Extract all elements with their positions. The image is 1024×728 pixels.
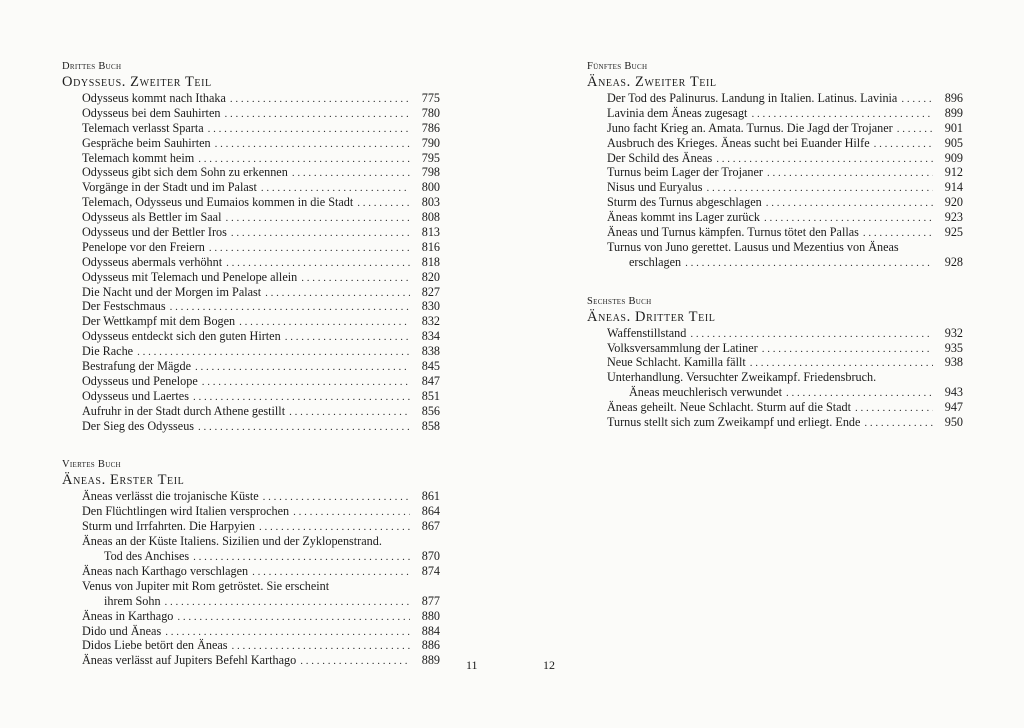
toc-entry[interactable] <box>62 106 440 121</box>
toc-entry[interactable] <box>62 180 440 195</box>
toc-entry[interactable] <box>62 419 440 434</box>
toc-entry-page: 808 <box>421 210 440 225</box>
toc-entry-page: 858 <box>421 418 440 433</box>
dot-leader <box>764 211 933 226</box>
dot-leader <box>874 137 933 152</box>
toc-entry-page: 864 <box>421 504 440 519</box>
dot-leader <box>265 286 410 301</box>
toc-entry-page: 923 <box>944 210 963 225</box>
toc-entry[interactable] <box>62 638 440 653</box>
toc-entry-title: Ausbruch des Krieges. Äneas sucht bei Euander Hilfe <box>607 135 870 150</box>
toc-entry-page: 874 <box>421 563 440 578</box>
toc-entry-page: 867 <box>421 519 440 534</box>
toc-entry[interactable] <box>587 195 963 210</box>
toc-entry-title: Der Tod des Palinurus. Landung in Italien. Latinus. Lavinia <box>607 91 898 105</box>
dot-leader <box>170 300 410 315</box>
toc-entry-title: Der Wettkampf mit dem Bogen <box>82 314 236 329</box>
toc-entry[interactable] <box>62 519 440 534</box>
toc-entry[interactable] <box>62 165 440 180</box>
toc-entry[interactable] <box>587 136 963 151</box>
dot-leader <box>231 226 410 241</box>
toc-entry[interactable] <box>62 121 440 136</box>
dot-leader <box>767 166 933 181</box>
toc-entry-title: Gespräche beim Sauhirten <box>82 135 211 150</box>
toc-entry[interactable] <box>62 151 440 166</box>
toc-entry[interactable] <box>62 374 440 389</box>
toc-entry-title: Neue Schlacht. Kamilla fällt <box>607 355 746 370</box>
toc-entry-page: 856 <box>421 403 440 418</box>
toc-entry-title: Odysseus gibt sich dem Sohn zu erkennen <box>82 165 288 180</box>
toc-entry[interactable] <box>62 91 440 106</box>
dot-leader <box>226 256 410 271</box>
book-label: Fünftes Buch <box>587 61 648 72</box>
toc-entry-title: Odysseus und Laertes <box>82 388 189 403</box>
toc-section <box>62 458 440 668</box>
toc-entry-title: Dido und Äneas <box>82 623 162 638</box>
toc-entry-title: Volksversammlung der Latiner <box>607 340 758 355</box>
toc-entry-title: Tod des Anchises <box>104 549 190 564</box>
part-title: Äneas. Erster Teil <box>62 472 185 489</box>
toc-entry-title: Nisus und Euryalus <box>607 180 703 195</box>
dot-leader <box>301 271 410 286</box>
toc-entry-title: Vorgänge in der Stadt und im Palast <box>82 180 257 195</box>
toc-entry-page: 909 <box>944 150 963 165</box>
dot-leader <box>864 416 933 431</box>
toc-entry-page: 899 <box>944 105 963 120</box>
toc-entry-title: Äneas verlässt die trojanische Küste <box>82 489 259 504</box>
dot-leader <box>751 107 933 122</box>
dot-leader <box>901 92 933 107</box>
dot-leader <box>198 152 410 167</box>
dot-leader <box>855 401 933 416</box>
toc-entry-page: 795 <box>421 150 440 165</box>
toc-entry-title: Odysseus kommt nach Ithaka <box>82 91 226 105</box>
toc-entry-page: 803 <box>421 195 440 210</box>
toc-entry[interactable] <box>62 624 440 639</box>
book-label: Sechstes Buch <box>587 295 652 307</box>
toc-entry-page: 914 <box>944 180 963 195</box>
toc-entry-title: Turnus stellt sich zum Zweikampf und erliegt. Ende <box>607 415 861 430</box>
dot-leader <box>202 375 410 390</box>
toc-entry[interactable] <box>62 225 440 240</box>
toc-entry[interactable] <box>62 240 440 255</box>
toc-entry-title: Turnus beim Lager der Trojaner <box>607 165 763 180</box>
toc-entry-page: 870 <box>421 549 440 564</box>
dot-leader <box>225 211 410 226</box>
toc-entry-title: Turnus von Juno gerettet. Lausus und Mezentius von Äneas <box>607 239 899 254</box>
toc-entry-title: Didos Liebe betört den Äneas <box>82 638 228 653</box>
toc-entry-page: 884 <box>421 623 440 638</box>
dot-leader <box>193 550 410 565</box>
dot-leader <box>259 520 410 535</box>
dot-leader <box>285 330 410 345</box>
toc-entry-page: 847 <box>421 373 440 388</box>
toc-entry[interactable] <box>62 653 440 668</box>
toc-entry-title: Unterhandlung. Versuchter Zweikampf. Friedensbruch. <box>607 370 877 385</box>
toc-entry-title: Der Schild des Äneas <box>607 150 713 165</box>
toc-entry-page: 834 <box>421 329 440 344</box>
toc-entry[interactable] <box>587 210 963 225</box>
toc-entry[interactable] <box>62 299 440 314</box>
toc-entry[interactable] <box>62 389 440 404</box>
toc-entry-title: Äneas geheilt. Neue Schlacht. Sturm auf die Stadt <box>607 400 852 415</box>
toc-entry-title: Sturm und Irrfahrten. Die Harpyien <box>82 519 255 534</box>
toc-entry-title: Odysseus und Penelope <box>82 373 198 388</box>
dot-leader <box>165 595 410 610</box>
book-label: Drittes Buch <box>62 61 122 72</box>
toc-entry-title: Odysseus entdeckt sich den guten Hirten <box>82 329 281 344</box>
toc-entry[interactable] <box>62 564 440 579</box>
toc-entry-page: 832 <box>421 314 440 329</box>
toc-entry[interactable] <box>62 329 440 344</box>
toc-entry[interactable] <box>62 594 440 609</box>
toc-entry-page: 886 <box>421 638 440 653</box>
dot-leader <box>232 639 410 654</box>
toc-entry[interactable] <box>62 255 440 270</box>
dot-leader <box>357 196 410 211</box>
toc-entry-page: 820 <box>421 269 440 284</box>
left-page <box>62 60 440 693</box>
toc-entry-page: 830 <box>421 299 440 314</box>
toc-entry[interactable] <box>62 549 440 564</box>
toc-entry-title: Waffenstillstand <box>607 325 687 340</box>
dot-leader <box>177 610 410 625</box>
dot-leader <box>289 405 410 420</box>
toc-entry-page: 905 <box>944 135 963 150</box>
dot-leader <box>193 390 410 405</box>
toc-entry[interactable] <box>587 341 963 356</box>
part-title: Odysseus. Zweiter Teil <box>62 74 212 90</box>
toc-entry-title: Telemach kommt heim <box>82 150 195 165</box>
toc-entry-title: Odysseus abermals verhöhnt <box>82 254 223 269</box>
toc-entry[interactable] <box>587 151 963 166</box>
toc-entry-title: Odysseus als Bettler im Saal <box>82 210 222 225</box>
toc-entry-page: 935 <box>944 340 963 355</box>
dot-leader <box>239 315 410 330</box>
toc-entry-title: Aufruhr in der Stadt durch Athene gestillt <box>82 403 286 418</box>
toc-entry-title: Äneas meuchlerisch verwundet <box>629 385 782 400</box>
toc-entry-page: 925 <box>944 225 963 240</box>
dot-leader <box>230 92 410 107</box>
dot-leader <box>137 345 410 360</box>
toc-entry[interactable] <box>62 534 440 549</box>
toc-entry-title: Juno facht Krieg an. Amata. Turnus. Die Jagd der Trojaner <box>607 120 893 135</box>
dot-leader <box>252 565 410 580</box>
toc-entry-title: Odysseus und der Bettler Iros <box>82 225 227 240</box>
toc-entry-page: 947 <box>944 400 963 415</box>
toc-entry[interactable] <box>587 385 963 400</box>
toc-entry[interactable] <box>62 195 440 210</box>
toc-entry-page: 816 <box>421 239 440 254</box>
dot-leader <box>690 327 933 342</box>
page-number-left: 11 <box>466 658 478 672</box>
toc-entry[interactable] <box>587 121 963 136</box>
toc-entry-title: Die Nacht und der Morgen im Palast <box>82 284 262 299</box>
toc-entry-page: 880 <box>421 608 440 623</box>
toc-entry-title: Odysseus bei dem Sauhirten <box>82 105 221 120</box>
toc-entry-title: Der Sieg des Odysseus <box>82 418 195 433</box>
dot-leader <box>750 356 933 371</box>
toc-entry-title: erschlagen <box>629 254 682 269</box>
toc-entry[interactable] <box>587 370 963 385</box>
toc-entry-title: Den Flüchtlingen wird Italien versprochen <box>82 504 290 519</box>
part-title: Äneas. Dritter Teil <box>587 308 716 325</box>
dot-leader <box>706 181 933 196</box>
toc-section <box>62 60 440 433</box>
dot-leader <box>224 107 410 122</box>
toc-entry-title: ihrem Sohn <box>104 593 161 608</box>
toc-entry-title: Äneas verlässt auf Jupiters Befehl Karthago <box>82 653 297 668</box>
toc-entry[interactable] <box>587 400 963 415</box>
toc-entry-title: Odysseus mit Telemach und Penelope allein <box>82 269 298 284</box>
toc-entry-page: 800 <box>421 180 440 195</box>
toc-entry-title: Bestrafung der Mägde <box>82 359 191 374</box>
toc-entry-title: Äneas in Karthago <box>82 608 174 623</box>
toc-entry-page: 912 <box>944 165 963 180</box>
dot-leader <box>165 625 410 640</box>
toc-entry-page: 889 <box>421 653 440 668</box>
dot-leader <box>293 505 410 520</box>
dot-leader <box>863 226 933 241</box>
toc-entry[interactable] <box>587 180 963 195</box>
toc-entry[interactable] <box>587 165 963 180</box>
toc-entry-page: 813 <box>421 225 440 240</box>
toc-entry[interactable] <box>587 355 963 370</box>
dot-leader <box>263 490 410 505</box>
toc-entry[interactable] <box>62 609 440 624</box>
dot-leader <box>762 342 933 357</box>
toc-entry-title: Telemach, Odysseus und Eumaios kommen in die Stadt <box>82 195 354 210</box>
right-page <box>587 60 963 455</box>
toc-entry-title: Lavinia dem Äneas zugesagt <box>607 105 748 120</box>
toc-entry-page: 928 <box>944 254 963 269</box>
toc-entry[interactable] <box>587 255 963 270</box>
toc-entry-title: Venus von Jupiter mit Rom getröstet. Sie erscheint <box>82 578 330 593</box>
toc-entry-page: 775 <box>421 91 440 105</box>
toc-entry-title: Der Festschmaus <box>82 299 166 314</box>
book-label: Viertes Buch <box>62 459 121 471</box>
toc-entry-title: Äneas kommt ins Lager zurück <box>607 210 760 225</box>
toc-entry-title: Äneas an der Küste Italiens. Sizilien und der Zyklopenstrand. <box>82 534 382 549</box>
dot-leader <box>685 256 933 271</box>
part-title: Äneas. Zweiter Teil <box>587 74 717 90</box>
toc-entry[interactable] <box>62 404 440 419</box>
toc-entry[interactable] <box>62 344 440 359</box>
toc-entry-page: 943 <box>944 385 963 400</box>
toc-entry[interactable] <box>62 210 440 225</box>
toc-entry[interactable] <box>62 579 440 594</box>
toc-entry[interactable] <box>62 359 440 374</box>
toc-entry[interactable] <box>587 225 963 240</box>
dot-leader <box>208 122 410 137</box>
toc-entry-page: 896 <box>944 91 963 105</box>
dot-leader <box>766 196 933 211</box>
toc-entry-title: Äneas nach Karthago verschlagen <box>82 563 249 578</box>
dot-leader <box>300 654 410 669</box>
toc-entry-page: 818 <box>421 254 440 269</box>
toc-entry[interactable] <box>62 270 440 285</box>
toc-entry-page: 950 <box>944 415 963 430</box>
toc-entry[interactable] <box>587 240 963 255</box>
toc-entry[interactable] <box>587 91 963 106</box>
toc-entry-page: 901 <box>944 120 963 135</box>
toc-entry-title: Die Rache <box>82 344 134 359</box>
toc-entry-title: Penelope vor den Freiern <box>82 239 205 254</box>
toc-section <box>587 60 963 270</box>
dot-leader <box>198 420 410 435</box>
toc-entry[interactable] <box>587 106 963 121</box>
dot-leader <box>195 360 410 375</box>
toc-entry-page: 938 <box>944 355 963 370</box>
toc-entry-page: 861 <box>421 489 440 504</box>
dot-leader <box>716 152 933 167</box>
toc-entry-title: Sturm des Turnus abgeschlagen <box>607 195 762 210</box>
toc-section <box>587 295 963 430</box>
dot-leader <box>897 122 933 137</box>
toc-entry[interactable] <box>62 285 440 300</box>
dot-leader <box>786 386 933 401</box>
dot-leader <box>209 241 410 256</box>
toc-entry-page: 780 <box>421 105 440 120</box>
toc-entry-title: Äneas und Turnus kämpfen. Turnus tötet den Pallas <box>607 225 859 240</box>
toc-entry-page: 932 <box>944 325 963 340</box>
toc-entry-page: 851 <box>421 388 440 403</box>
dot-leader <box>292 166 410 181</box>
toc-entry-page: 786 <box>421 120 440 135</box>
dot-leader <box>261 181 410 196</box>
page-number-right: 12 <box>543 658 555 672</box>
toc-entry[interactable] <box>62 489 440 504</box>
toc-entry-title: Telemach verlasst Sparta <box>82 120 204 135</box>
toc-entry-page: 845 <box>421 359 440 374</box>
toc-entry-page: 827 <box>421 284 440 299</box>
toc-entry[interactable] <box>587 326 963 341</box>
toc-entry[interactable] <box>62 136 440 151</box>
toc-entry-page: 877 <box>421 593 440 608</box>
toc-entry-page: 920 <box>944 195 963 210</box>
toc-entry[interactable] <box>62 504 440 519</box>
toc-entry[interactable] <box>587 415 963 430</box>
toc-entry-page: 838 <box>421 344 440 359</box>
toc-entry[interactable] <box>62 314 440 329</box>
toc-entry-page: 790 <box>421 135 440 150</box>
toc-entry-page: 798 <box>421 165 440 180</box>
dot-leader <box>215 137 410 152</box>
